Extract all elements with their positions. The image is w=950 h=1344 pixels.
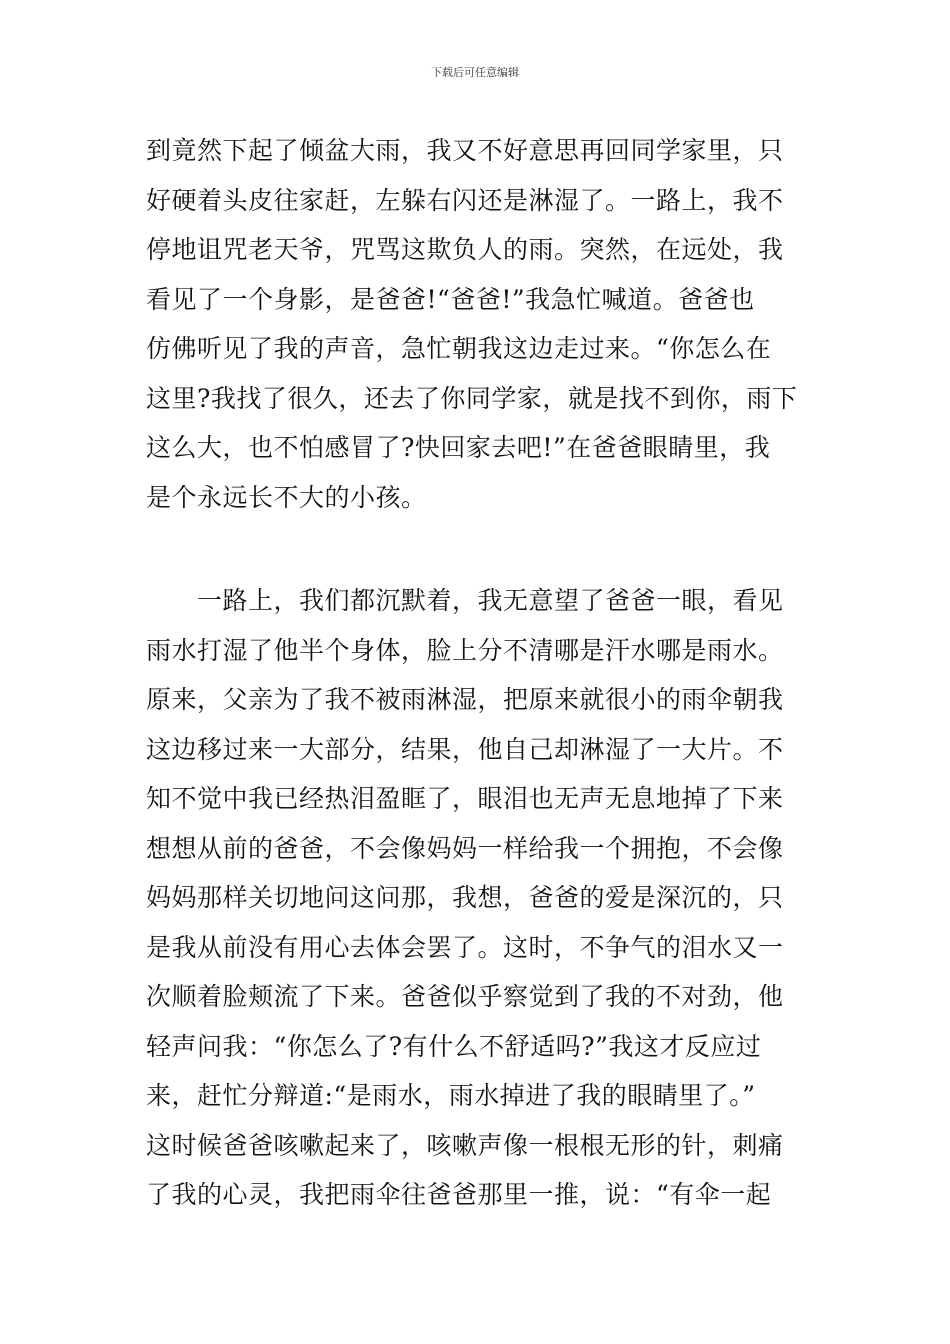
text-line: 是我从前没有用心去体会罢了。这时，不争气的泪水又一: [146, 932, 784, 962]
text-line: 仿佛听见了我的声音，急忙朝我这边走过来。“你怎么在: [146, 334, 772, 363]
paragraph-2: [146, 576, 811, 1220]
text-line: 想想从前的爸爸，不会像妈妈一样给我一个拥抱，不会像: [146, 833, 784, 863]
text-line: 来，赶忙分辩道:“是雨水，雨水掉进了我的眼睛里了。”: [146, 1081, 756, 1110]
text-line: 到竟然下起了倾盆大雨，我又不好意思再回同学家里，只: [146, 136, 784, 165]
text-line: 是个永远长不大的小孩。: [146, 482, 427, 512]
text-line: 次顺着脸颊流了下来。爸爸似乎察觉到了我的不对劲，他: [146, 982, 784, 1011]
text-line: 了我的心灵，我把雨伞往爸爸那里一推，说：“有伞一起: [146, 1180, 772, 1209]
text-line: 妈妈那样关切地问这问那，我想，爸爸的爱是深沉的，只: [146, 883, 784, 912]
text-line: 好硬着头皮往家赶，左躲右闪还是淋湿了。一路上，我不: [146, 185, 784, 215]
text-line: 看见了一个身影，是爸爸!“爸爸!”我急忙喊道。爸爸也: [146, 284, 755, 314]
text-line: 这时候爸爸咳嗽起来了，咳嗽声像一根根无形的针，刺痛: [146, 1130, 784, 1160]
page-header: 下载后可任意编辑: [431, 66, 519, 79]
text-line: 停地诅咒老天爷，咒骂这欺负人的雨。突然，在远处，我: [146, 235, 784, 264]
text-line: 这么大，也不怕感冒了?快回家去吧!”在爸爸眼睛里，我: [146, 433, 771, 462]
text-line: 这里?我找了很久，还去了你同学家，就是找不到你，雨下: [146, 383, 798, 413]
text-line: 这边移过来一大部分，结果，他自己却淋湿了一大片。不: [146, 734, 784, 764]
text-line: 原来，父亲为了我不被雨淋湿，把原来就很小的雨伞朝我: [146, 685, 784, 714]
text-line: 轻声问我：“你怎么了?有什么不舒适吗?”我这才反应过: [146, 1031, 762, 1061]
text-line: 雨水打湿了他半个身体，脸上分不清哪是汗水哪是雨水。: [146, 635, 784, 665]
text-line: 知不觉中我已经热泪盈眶了，眼泪也无声无息地掉了下来: [146, 784, 784, 813]
text-line: 一路上，我们都沉默着，我无意望了爸爸一眼，看见: [146, 586, 784, 615]
paragraph-1: [146, 126, 811, 522]
